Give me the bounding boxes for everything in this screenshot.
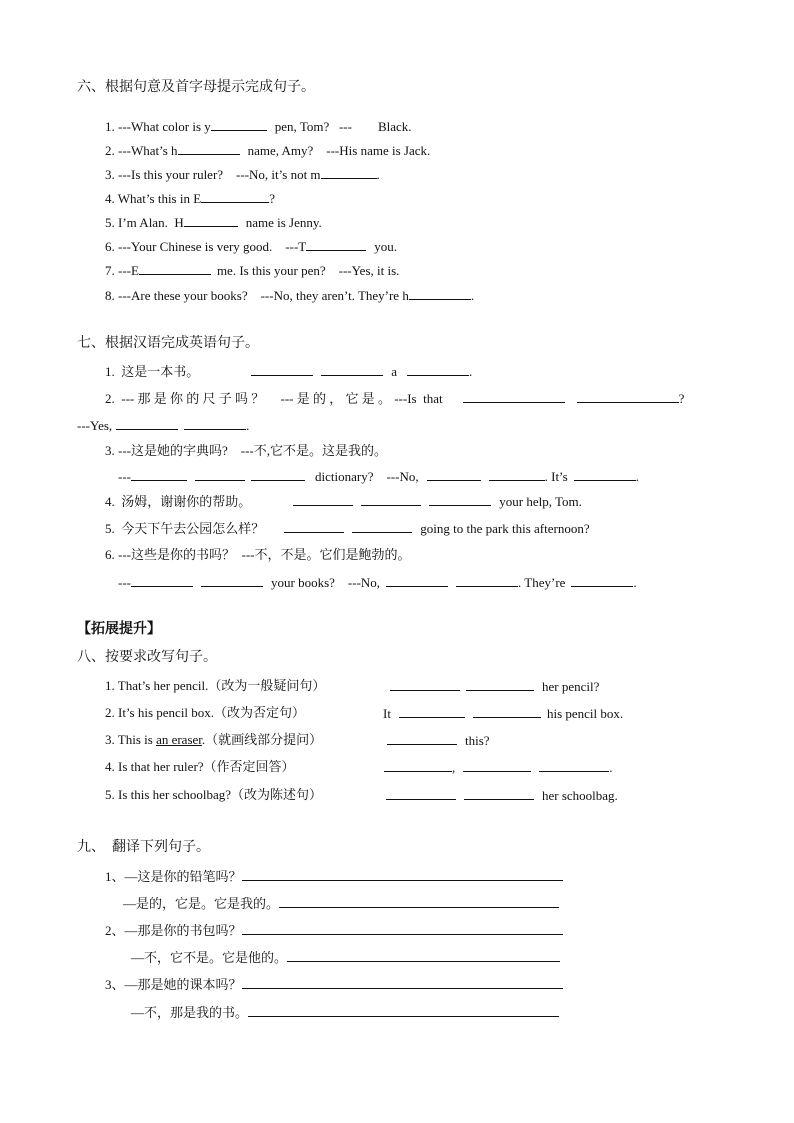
- s8-item-5: 5. Is this her schoolbag?（改为陈述句）: [105, 787, 323, 802]
- s7-item-5: 5. 今天下午去公园怎么样？ going to the park this afternoon?: [105, 521, 590, 536]
- answer-blank[interactable]: [293, 493, 353, 506]
- answer-blank[interactable]: [384, 759, 452, 772]
- answer-blank[interactable]: [409, 287, 471, 300]
- answer-blank[interactable]: [116, 417, 178, 430]
- answer-blank[interactable]: [387, 732, 457, 745]
- answer-blank[interactable]: [473, 705, 541, 718]
- answer-blank[interactable]: [131, 468, 187, 481]
- s9-line-1: 1、—这是你的铅笔吗？: [105, 868, 563, 885]
- answer-blank[interactable]: [201, 574, 263, 587]
- answer-blank[interactable]: [539, 759, 609, 772]
- answer-blank[interactable]: [195, 468, 245, 481]
- s7-item-6: 6. ---这些是你的书吗？ ---不，不是。它们是鲍勃的。: [105, 547, 411, 562]
- answer-line[interactable]: [287, 949, 560, 962]
- s8-item-1-answer: her pencil?: [390, 678, 599, 695]
- s9-line-4: —不，它不是。它是他的。: [131, 949, 560, 966]
- s8-item-2-answer: It his pencil box.: [383, 706, 624, 721]
- s8-item-4: 4. Is that her ruler?（作否定回答）: [105, 759, 295, 774]
- answer-blank[interactable]: [463, 390, 565, 403]
- s9-line-5: 3、—那是她的课本吗？: [105, 976, 563, 993]
- s6-item-7: 7. ---E me. Is this your pen? ---Yes, it is.: [105, 263, 400, 278]
- answer-blank[interactable]: [201, 190, 269, 203]
- s7-item-6-answer: --- your books? ---No, . They’re .: [118, 575, 637, 590]
- answer-line[interactable]: [248, 1004, 559, 1017]
- extension-title: 【拓展提升】: [77, 622, 161, 637]
- answer-line[interactable]: [279, 895, 559, 908]
- answer-blank[interactable]: [251, 468, 305, 481]
- underlined-phrase: an eraser: [156, 732, 202, 747]
- s7-item-2: 2. --- 那 是 你 的 尺 子 吗 ？ --- 是 的 ， 它 是 。 ---Is that ?: [105, 391, 685, 406]
- answer-blank[interactable]: [139, 262, 211, 275]
- answer-line[interactable]: [242, 868, 563, 881]
- answer-blank[interactable]: [131, 574, 193, 587]
- s8-item-5-answer: her schoolbag.: [386, 787, 618, 804]
- answer-blank[interactable]: [456, 574, 518, 587]
- answer-line[interactable]: [242, 976, 563, 989]
- answer-blank[interactable]: [178, 142, 240, 155]
- answer-blank[interactable]: [463, 759, 531, 772]
- answer-line[interactable]: [242, 922, 563, 935]
- answer-blank[interactable]: [466, 678, 534, 691]
- s7-item-3: 3. ---这是她的字典吗? ---不,它不是。这是我的。: [105, 443, 387, 458]
- s8-item-2: 2. It’s his pencil box.（改为否定句）: [105, 705, 306, 720]
- answer-blank[interactable]: [429, 493, 491, 506]
- answer-blank[interactable]: [464, 787, 534, 800]
- s7-item-3-answer: --- dictionary? ---No, . It’s .: [118, 469, 639, 484]
- s9-line-6: —不，那是我的书。: [131, 1004, 559, 1021]
- section-9-heading: 九、 翻译下列句子。: [77, 840, 210, 855]
- answer-blank[interactable]: [306, 238, 366, 251]
- answer-blank[interactable]: [574, 468, 636, 481]
- s8-item-4-answer: , .: [384, 759, 613, 776]
- answer-blank[interactable]: [386, 574, 448, 587]
- s6-item-8: 8. ---Are these your books? ---No, they aren’t. They’re h .: [105, 288, 475, 303]
- answer-blank[interactable]: [361, 493, 421, 506]
- s6-item-6: 6. ---Your Chinese is very good. ---T you.: [105, 239, 397, 254]
- answer-blank[interactable]: [251, 363, 313, 376]
- s7-item-4: 4. 汤姆，谢谢你的帮助。 your help, Tom.: [105, 494, 582, 509]
- s8-item-1: 1. That’s her pencil.（改为一般疑问句）: [105, 678, 326, 693]
- s9-line-3: 2、—那是你的书包吗？: [105, 922, 563, 939]
- s6-item-2: 2. ---What’s h name, Amy? ---His name is Jack.: [105, 143, 431, 158]
- s8-item-3-answer: this?: [387, 732, 490, 749]
- answer-blank[interactable]: [211, 118, 267, 131]
- s6-item-4: 4. What’s this in E ?: [105, 191, 275, 206]
- s6-item-3: 3. ---Is this your ruler? ---No, it’s not m .: [105, 167, 380, 182]
- answer-blank[interactable]: [284, 520, 344, 533]
- s7-item-1: 1. 这是一本书。 a .: [105, 364, 473, 379]
- answer-blank[interactable]: [399, 705, 465, 718]
- section-6-heading: 六、根据句意及首字母提示完成句子。: [77, 80, 315, 95]
- section-8-heading: 八、按要求改写句子。: [77, 650, 217, 665]
- s9-line-2: —是的，它是。它是我的。: [123, 895, 559, 912]
- answer-blank[interactable]: [407, 363, 469, 376]
- answer-blank[interactable]: [427, 468, 481, 481]
- answer-blank[interactable]: [184, 214, 238, 227]
- s8-item-3: 3. This is an eraser.（就画线部分提问）: [105, 732, 323, 747]
- s6-item-5: 5. I’m Alan. H name is Jenny.: [105, 215, 322, 230]
- answer-blank[interactable]: [386, 787, 456, 800]
- section-7-heading: 七、根据汉语完成英语句子。: [77, 336, 259, 351]
- answer-blank[interactable]: [489, 468, 545, 481]
- s6-item-1: 1. ---What color is y pen, Tom? --- Black.: [105, 119, 412, 134]
- answer-blank[interactable]: [321, 166, 377, 179]
- s7-item-2-answer: ---Yes, .: [77, 418, 250, 433]
- answer-blank[interactable]: [352, 520, 412, 533]
- answer-blank[interactable]: [321, 363, 383, 376]
- answer-blank[interactable]: [390, 678, 460, 691]
- answer-blank[interactable]: [571, 574, 633, 587]
- answer-blank[interactable]: [577, 390, 679, 403]
- answer-blank[interactable]: [184, 417, 246, 430]
